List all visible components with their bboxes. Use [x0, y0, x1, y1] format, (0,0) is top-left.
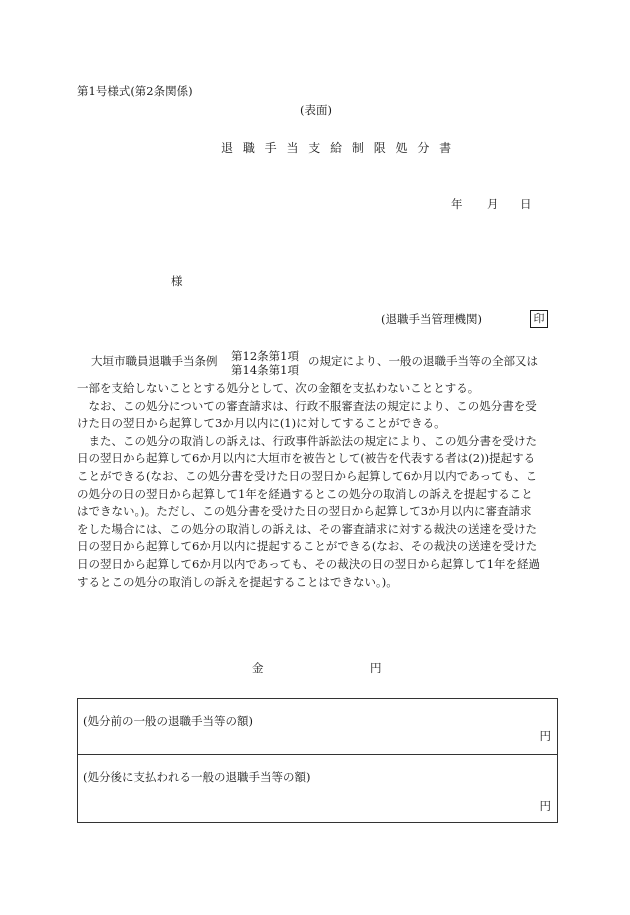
body-line: 一部を支給しないこととする処分として、次の金額を支払わないこととする。	[77, 381, 480, 395]
lead-line	[77, 349, 557, 379]
date-month-label: 月	[487, 197, 499, 211]
row-label: (処分前の一般の退職手当等の額)	[83, 714, 253, 728]
table-row	[78, 755, 557, 822]
article-reference: 第12条第1項	[231, 349, 299, 363]
body-line: するとこの処分の取消しの訴えを提起することはできない。)。	[77, 574, 398, 589]
seal-stamp: 印	[530, 310, 548, 328]
issuer-label: (退職手当管理機関)	[381, 312, 482, 326]
date-year-label: 年	[451, 197, 463, 211]
body-paragraphs	[77, 380, 557, 591]
row-unit: 円	[539, 729, 551, 743]
body-line: をした場合には、この処分の取消しの訴えは、その審査請求に対する裁決の送達を受けた	[77, 521, 537, 536]
article-references	[231, 349, 299, 377]
body-line: はできない。)。ただし、この処分書を受けた日の翌日から起算して3か月以内に審査請求	[77, 504, 532, 519]
row-label: (処分後に支払われる一般の退職手当等の額)	[83, 770, 311, 784]
amount-yen-label: 円	[370, 661, 382, 675]
side-label: (表面)	[300, 103, 332, 117]
amount-kin-label: 金	[252, 661, 264, 675]
article-reference: 第14条第1項	[231, 363, 299, 377]
addressee-honorific: 様	[171, 274, 183, 288]
body-line: ことができる(なお、この処分書を受けた日の翌日から起算して6か月以内であっても、こ	[77, 468, 538, 483]
table-row	[78, 699, 557, 755]
body-line: また、この処分の取消しの訴えは、行政事件訴訟法の規定により、この処分書を受けた	[77, 433, 537, 448]
body-line: なお、この処分についての審査請求は、行政不服審査法の規定により、この処分書を受	[77, 398, 537, 413]
body-line: けた日の翌日から起算して3か月以内に(1)に対してすることができる。	[77, 416, 446, 431]
body-line: 日の翌日から起算して6か月以内であっても、その裁決の日の翌日から起算して1年を経過	[77, 556, 541, 571]
body-line: の処分の日の翌日から起算して1年を経過するとこの処分の取消しの訴えを提起すること	[77, 486, 533, 501]
row-unit: 円	[539, 799, 551, 813]
body-line: 日の翌日から起算して6か月以内に提起することができる(なお、その裁決の送達を受けた	[77, 539, 538, 554]
document-title: 退 職 手 当 支 給 制 限 処 分 書	[221, 141, 455, 155]
ordinance-name: 大垣市職員退職手当条例	[91, 354, 218, 368]
amount-table	[77, 698, 558, 823]
body-line: 日の翌日から起算して6か月以内に大垣市を被告として(被告を代表する者は(2))提起する	[77, 451, 536, 466]
form-number: 第1号様式(第2条関係)	[77, 84, 193, 98]
lead-rest: の規定により、一般の退職手当等の全部又は	[308, 354, 538, 368]
date-day-label: 日	[520, 197, 532, 211]
